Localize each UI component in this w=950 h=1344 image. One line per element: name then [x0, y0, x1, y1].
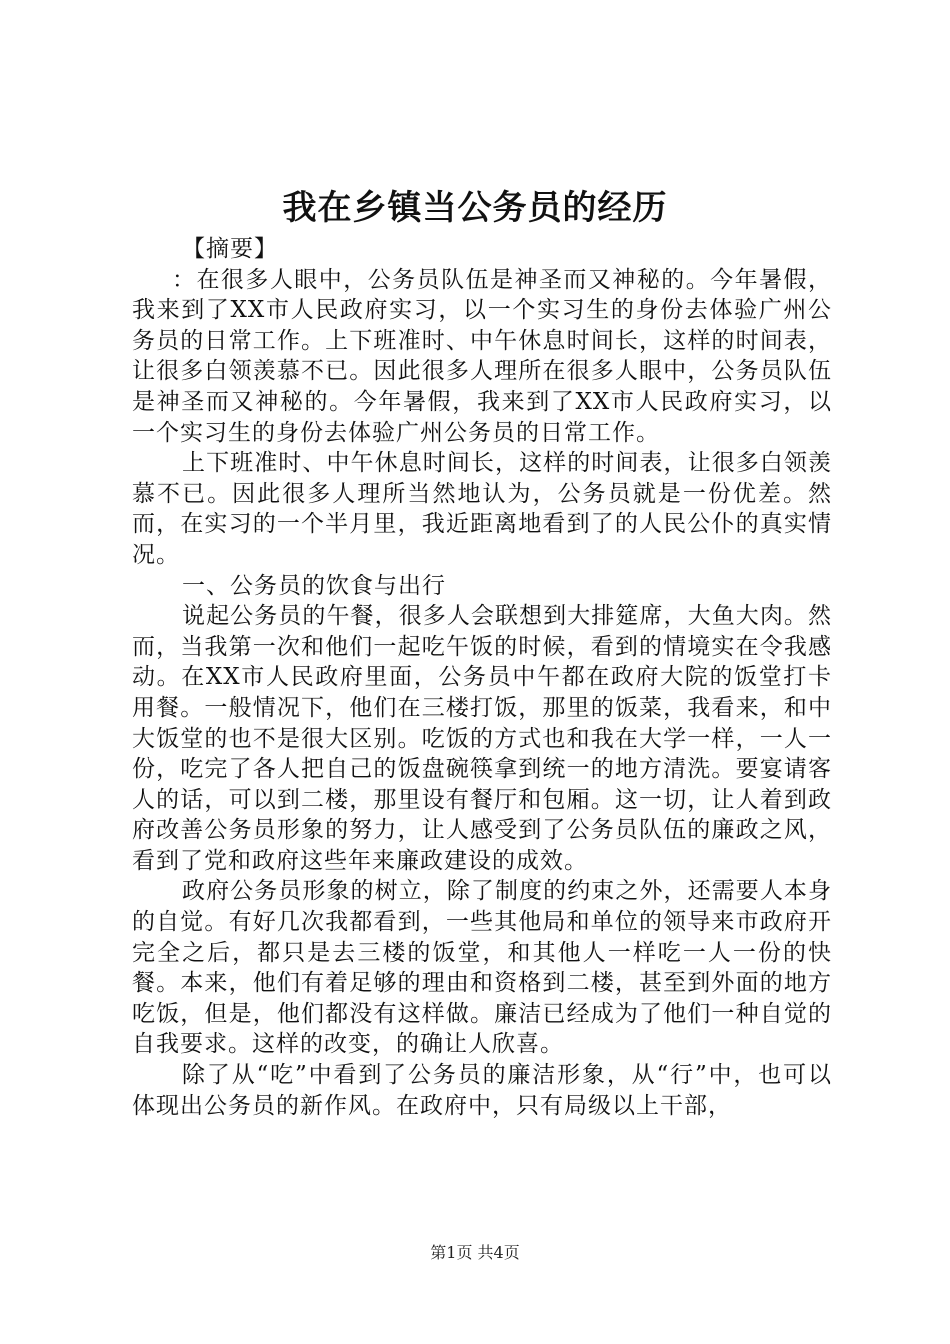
abstract-label: 【摘要】 [182, 236, 278, 262]
abstract-paragraph: ：在很多人眼中，公务员队伍是神圣而又神秘的。今年暑假，我来到了XX市人民政府实习，以一个实习生的身份去体验广州公务员的日常工作。上下班准时、中午休息时间长，这样的时间表，让很多白领羡慕不已。因此很多人理所在很多人眼中，公务员队伍是神圣而又神秘的。今年暑假，我来到了XX市人民政府实习，以一个实习生的身份去体验广州公务员的日常工作。 [132, 266, 832, 446]
body-paragraph-2: 说起公务员的午餐，很多人会联想到大排筵席，大鱼大肉。然而，当我第一次和他们一起吃午饭的时候，看到的情境实在令我感动。在XX市人民政府里面，公务员中午都在政府大院的饭堂打卡用餐。一般情况下，他们在三楼打饭，那里的饭菜，我看来，和中大饭堂的也不是很大区别。吃饭的方式也和我在大学一样，一人一份，吃完了各人把自己的饭盘碗筷拿到统一的地方清洗。要宴请客人的话，可以到二楼，那里设有餐厅和包厢。这一切，让人着到政府改善公务员形象的努力，让人感受到了公务员队伍的廉政之风，看到了党和政府这些年来廉政建设的成效。 [132, 603, 832, 874]
page-footer: 第1页 共4页 [430, 1243, 520, 1262]
document-body [132, 234, 832, 1121]
body-paragraph-3: 政府公务员形象的树立，除了制度的约束之外，还需要人本身的自觉。有好几次我都看到，一些其他局和单位的领导来市政府开完全之后，都只是去三楼的饭堂，和其他人一样吃一人一份的快餐。本来，他们有着足够的理由和资格到二楼，甚至到外面的地方吃饭，但是，他们都没有这样做。廉洁已经成为了他们一种自觉的自我要求。这样的改变，的确让人欣喜。 [132, 878, 832, 1058]
section-heading: 一、公务员的饮食与出行 [182, 572, 446, 599]
page-title: 我在乡镇当公务员的经历 [282, 188, 668, 228]
body-paragraph-1: 上下班准时、中午休息时间长，这样的时间表，让很多白领羡慕不已。因此很多人理所当然地认为，公务员就是一份优差。然而，在实习的一个半月里，我近距离地看到了的人民公仆的真实情况。 [132, 450, 832, 568]
body-paragraph-4: 除了从“吃”中看到了公务员的廉洁形象，从“行”中，也可以体现出公务员的新作风。在政府中，只有局级以上干部， [132, 1062, 832, 1119]
